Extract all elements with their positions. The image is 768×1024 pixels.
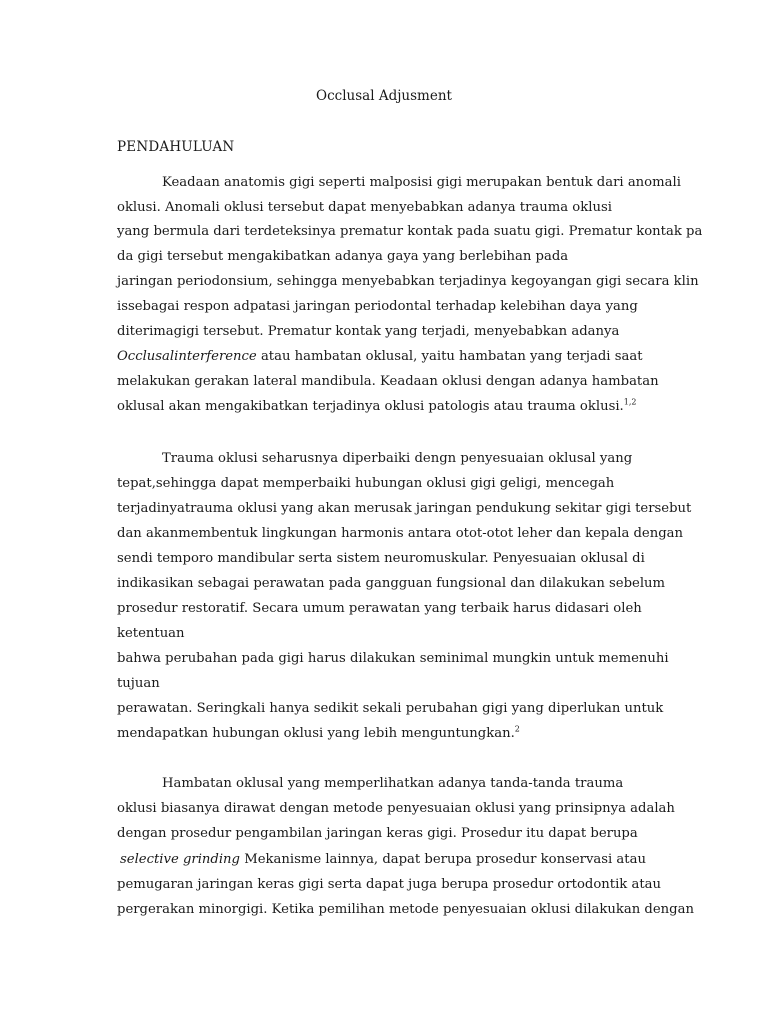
- paragraph-line: melakukan gerakan lateral mandibula. Keadaan oklusi dengan adanya hambatan: [117, 374, 659, 389]
- paragraph-line: ketentuan: [117, 626, 185, 641]
- paragraph-line: oklusi biasanya dirawat dengan metode penyesuaian oklusi yang prinsipnya adalah: [117, 801, 675, 816]
- paragraph-line: bahwa perubahan pada gigi harus dilakukan seminimal mungkin untuk memenuhi: [117, 651, 669, 666]
- paragraph-line: tujuan: [117, 676, 160, 691]
- paragraph-line: pergerakan minorgigi. Ketika pemilihan metode penyesuaian oklusi dilakukan dengan: [117, 902, 694, 917]
- paragraph-line: sendi temporo mandibular serta sistem neuromuskular. Penyesuaian oklusal di: [117, 551, 645, 566]
- italic-term: selective grinding: [120, 852, 240, 867]
- paragraph-line: issebagai respon adpatasi jaringan periodontal terhadap kelebihan daya yang: [117, 299, 638, 314]
- paragraph-line: terjadinyatrauma oklusi yang akan merusak jaringan pendukung sekitar gigi tersebut: [117, 501, 692, 516]
- paragraph-line: selective grinding Mekanisme lainnya, dapat berupa prosedur konservasi atau: [120, 852, 646, 867]
- paragraph-line: prosedur restoratif. Secara umum perawatan yang terbaik harus didasari oleh: [117, 601, 642, 616]
- section-heading: PENDAHULUAN: [117, 139, 235, 155]
- paragraph-line: Keadaan anatomis gigi seperti malposisi gigi merupakan bentuk dari anomali: [162, 175, 681, 190]
- paragraph-line: mendapatkan hubungan oklusi yang lebih menguntungkan.$^2$: [117, 724, 520, 741]
- paragraph-line: oklusi. Anomali oklusi tersebut dapat menyebabkan adanya trauma oklusi: [117, 200, 612, 215]
- paragraph-line: Hambatan oklusal yang memperlihatkan adanya tanda-tanda trauma: [162, 776, 624, 791]
- citation-superscript: 2: [514, 724, 520, 734]
- paragraph-line: tepat,sehingga dapat memperbaiki hubungan oklusi gigi geligi, mencegah: [117, 476, 615, 491]
- paragraph-line: indikasikan sebagai perawatan pada gangguan fungsional dan dilakukan sebelum: [117, 576, 666, 591]
- citation-superscript: 1,2: [623, 397, 637, 407]
- paragraph-line: jaringan periodonsium, sehingga menyebabkan terjadinya kegoyangan gigi secara klin: [117, 274, 699, 289]
- paragraph-line: Occlusalinterference atau hambatan oklusal, yaitu hambatan yang terjadi saat: [117, 349, 643, 364]
- paragraph-line: dan akanmembentuk lingkungan harmonis antara otot-otot leher dan kepala dengan: [117, 526, 684, 541]
- paragraph-line: yang bermula dari terdeteksinya prematur kontak pada suatu gigi. Prematur kontak pa: [117, 224, 703, 239]
- paragraph-line: perawatan. Seringkali hanya sedikit sekali perubahan gigi yang diperlukan untuk: [117, 701, 664, 716]
- paragraph-line: Trauma oklusi seharusnya diperbaiki dengn penyesuaian oklusal yang: [162, 451, 633, 466]
- document-title: Occlusal Adjusment: [316, 88, 452, 104]
- paragraph-line: dengan prosedur pengambilan jaringan keras gigi. Prosedur itu dapat berupa: [117, 826, 638, 841]
- italic-term: Occlusalinterference: [117, 349, 257, 364]
- paragraph-line: diterimagigi tersebut. Prematur kontak yang terjadi, menyebabkan adanya: [117, 324, 620, 339]
- paragraph-line: oklusal akan mengakibatkan terjadinya oklusi patologis atau trauma oklusi.$^{1,2}$: [117, 397, 637, 414]
- paragraph-line: pemugaran jaringan keras gigi serta dapat juga berupa prosedur ortodontik atau: [117, 877, 661, 892]
- paragraph-line: da gigi tersebut mengakibatkan adanya gaya yang berlebihan pada: [117, 249, 569, 264]
